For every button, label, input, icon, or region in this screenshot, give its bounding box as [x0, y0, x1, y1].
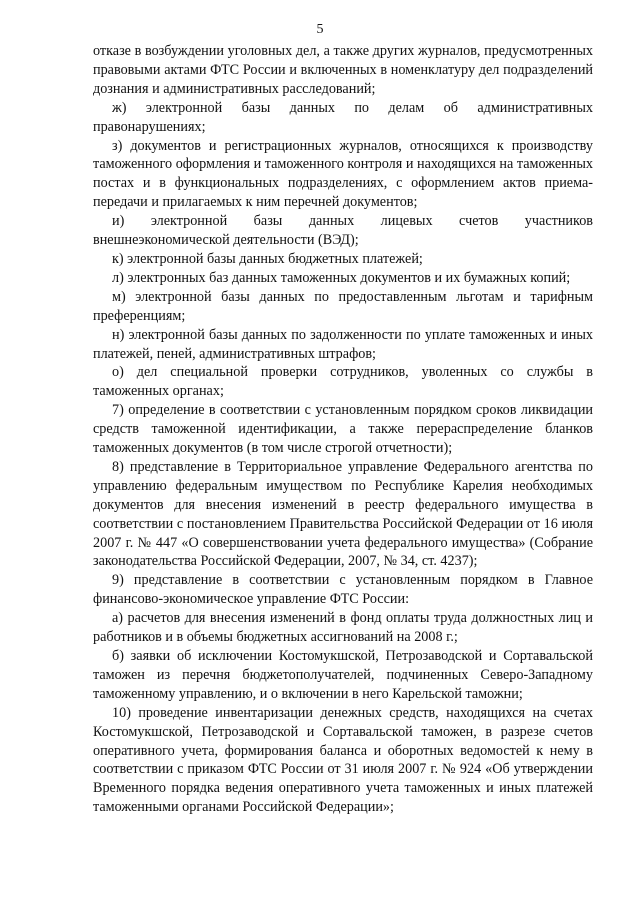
list-item-o: о) дел специальной проверки сотрудников, уволенных со службы в таможенных органах; [93, 364, 593, 400]
list-item-b: б) заявки об исключении Костомукшской, Петрозаводской и Сортавальской таможен из перечня бюджетополучателей, подчиненных Северо-Западному таможенному управлению, и о включении в него Карельской таможни; [93, 648, 593, 702]
document-body [93, 42, 593, 817]
list-item-zh: ж) электронной базы данных по делам об административных правонарушениях; [93, 99, 593, 135]
page-number: 5 [316, 22, 324, 37]
list-item-m: м) электронной базы данных по предоставленным льготам и тарифным преференциям; [93, 288, 593, 324]
numbered-item-8: 8) представление в Территориальное управление Федерального агентства по управлению федеральным имуществом по Республике Карелия необходимых документов для внесения изменений в реестр федерального имущества в соответствии с постановлением Правительства Российской Федерации от 16 июля 2007 г. № 447 «О совершенствовании учета федерального имущества» (Собрание законодательства Российской Федерации, 2007, № 34, ст. 4237); [93, 458, 593, 570]
list-item-z: з) документов и регистрационных журналов, относящихся к производству таможенного оформления и таможенного контроля и находящихся на таможенных постах и в функциональных подразделениях, с оформлением актов приема-передачи и прилагаемых к ним перечней документов; [93, 137, 593, 211]
numbered-item-7: 7) определение в соответствии с установленным порядком сроков ликвидации средств таможенной идентификации, а также перераспределение бланков таможенных документов (в том числе строгой отчетности); [93, 402, 593, 457]
numbered-item-10: 10) проведение инвентаризации денежных средств, находящихся на счетах Костомукшской, Петрозаводской и Сортавальской таможен, в разрезе счетов оперативного учета, формирования баланса и оборотных ведомостей к нему в соответствии с приказом ФТС России от 31 июля 2007 г. № 924 «Об утверждении Временного порядка ведения оперативного учета таможенных и иных платежей таможенными органами Российской Федерации»; [93, 704, 593, 816]
list-item-i: и) электронной базы данных лицевых счетов участников внешнеэкономической деятельности (ВЭД); [93, 213, 593, 249]
list-item-n: н) электронной базы данных по задолженности по уплате таможенных и иных платежей, пеней, административных штрафов; [93, 326, 593, 362]
list-item-k: к) электронной базы данных бюджетных платежей; [112, 250, 423, 267]
list-item-a: а) расчетов для внесения изменений в фонд оплаты труда должностных лиц и работников и в объемы бюджетных ассигнований на 2008 г.; [93, 610, 593, 646]
numbered-item-9: 9) представление в соответствии с установленным порядком в Главное финансово-экономическое управление ФТС России: [93, 572, 593, 608]
list-item-l: л) электронных баз данных таможенных документов и их бумажных копий; [112, 269, 571, 286]
paragraph-continuation: отказе в возбуждении уголовных дел, а также других журналов, предусмотренных правовыми актами ФТС России и включенных в номенклатуру дел подразделений дознания и административных расследований; [93, 43, 593, 97]
